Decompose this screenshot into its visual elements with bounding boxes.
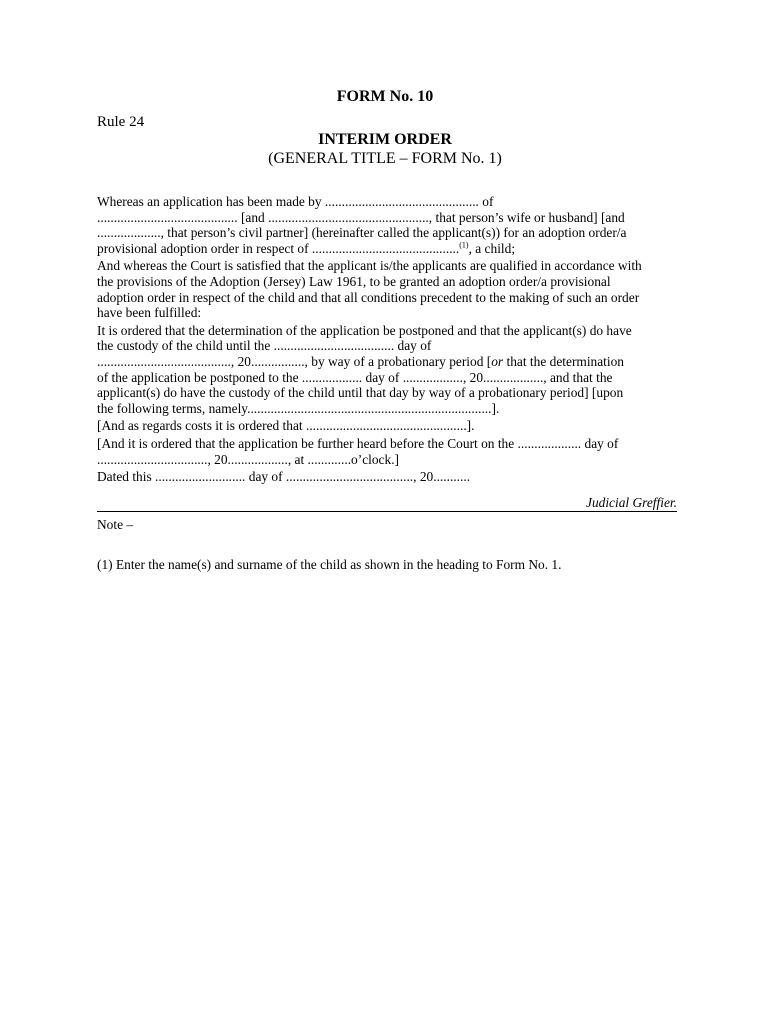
rule-reference: Rule 24: [97, 114, 145, 130]
text-line: adoption order in respect of the child and that all conditions precedent to the making of such an order: [97, 289, 640, 305]
document-subtitle: (GENERAL TITLE – FORM No. 1): [268, 150, 502, 167]
text-line: the provisions of the Adoption (Jersey) Law 1961, to be granted an adoption order/a provisional: [97, 273, 611, 289]
text-line: And whereas the Court is satisfied that the applicant is/the applicants are qualified in accordance with: [97, 258, 642, 274]
paragraph-further-heard: [97, 436, 677, 467]
text-line: [And it is ordered that the application be further heard before the Court on the ................... day of: [97, 435, 619, 451]
footnote-reference: (1): [459, 240, 469, 250]
form-number-heading: FORM No. 10: [336, 88, 434, 105]
signature-judicial-greffier: Judicial Greffier.: [586, 495, 677, 510]
paragraph-whereas-application: [97, 194, 677, 256]
document-title: INTERIM ORDER: [318, 131, 452, 148]
text-line: the custody of the child until the .................................... day of: [97, 338, 432, 354]
text-line: applicant(s) do have the custody of the child until that day by way of a probationary period] [upon: [97, 385, 624, 401]
text-line: It is ordered that the determination of the application be postponed and that the applicant(s) do have: [97, 322, 632, 338]
paragraph-costs: [And as regards costs it is ordered that ................................................].: [97, 418, 475, 434]
text-line: , a child;: [468, 240, 516, 256]
text-line: provisional adoption order in respect of ............................................: [97, 240, 460, 256]
text-line: Whereas an application has been made by .............................................. of: [97, 194, 494, 209]
italic-or: or: [491, 353, 504, 369]
text-line: that the determination: [503, 353, 625, 369]
text-line: have been fulfilled:: [97, 305, 202, 321]
divider-line: [97, 511, 677, 512]
paragraph-whereas-court: [97, 258, 677, 320]
paragraph-ordered-postponed: [97, 323, 677, 417]
text-line: of the application be postponed to the .................. day of .................., 20.................., and that the: [97, 369, 613, 385]
text-line: ........................................, 20................, by way of a probationary period [: [97, 353, 492, 369]
note-heading: Note –: [97, 517, 134, 532]
text-line: ..................., that person’s civil partner] (hereinafter called the applicant(s)) for an adoption order/a: [97, 225, 627, 241]
order-body: [97, 194, 677, 487]
dated-line: Dated this ........................... day of ......................................, 20...........: [97, 469, 471, 485]
footnote-text: (1) Enter the name(s) and surname of the child as shown in the heading to Form No. 1.: [97, 557, 562, 572]
text-line: ................................., 20.................., at .............o’clock.]: [97, 451, 400, 467]
text-line: .......................................... [and ................................................, that person’s wife or husband] [and: [97, 209, 625, 225]
text-line: the following terms, namely.........................................................................].: [97, 400, 500, 416]
